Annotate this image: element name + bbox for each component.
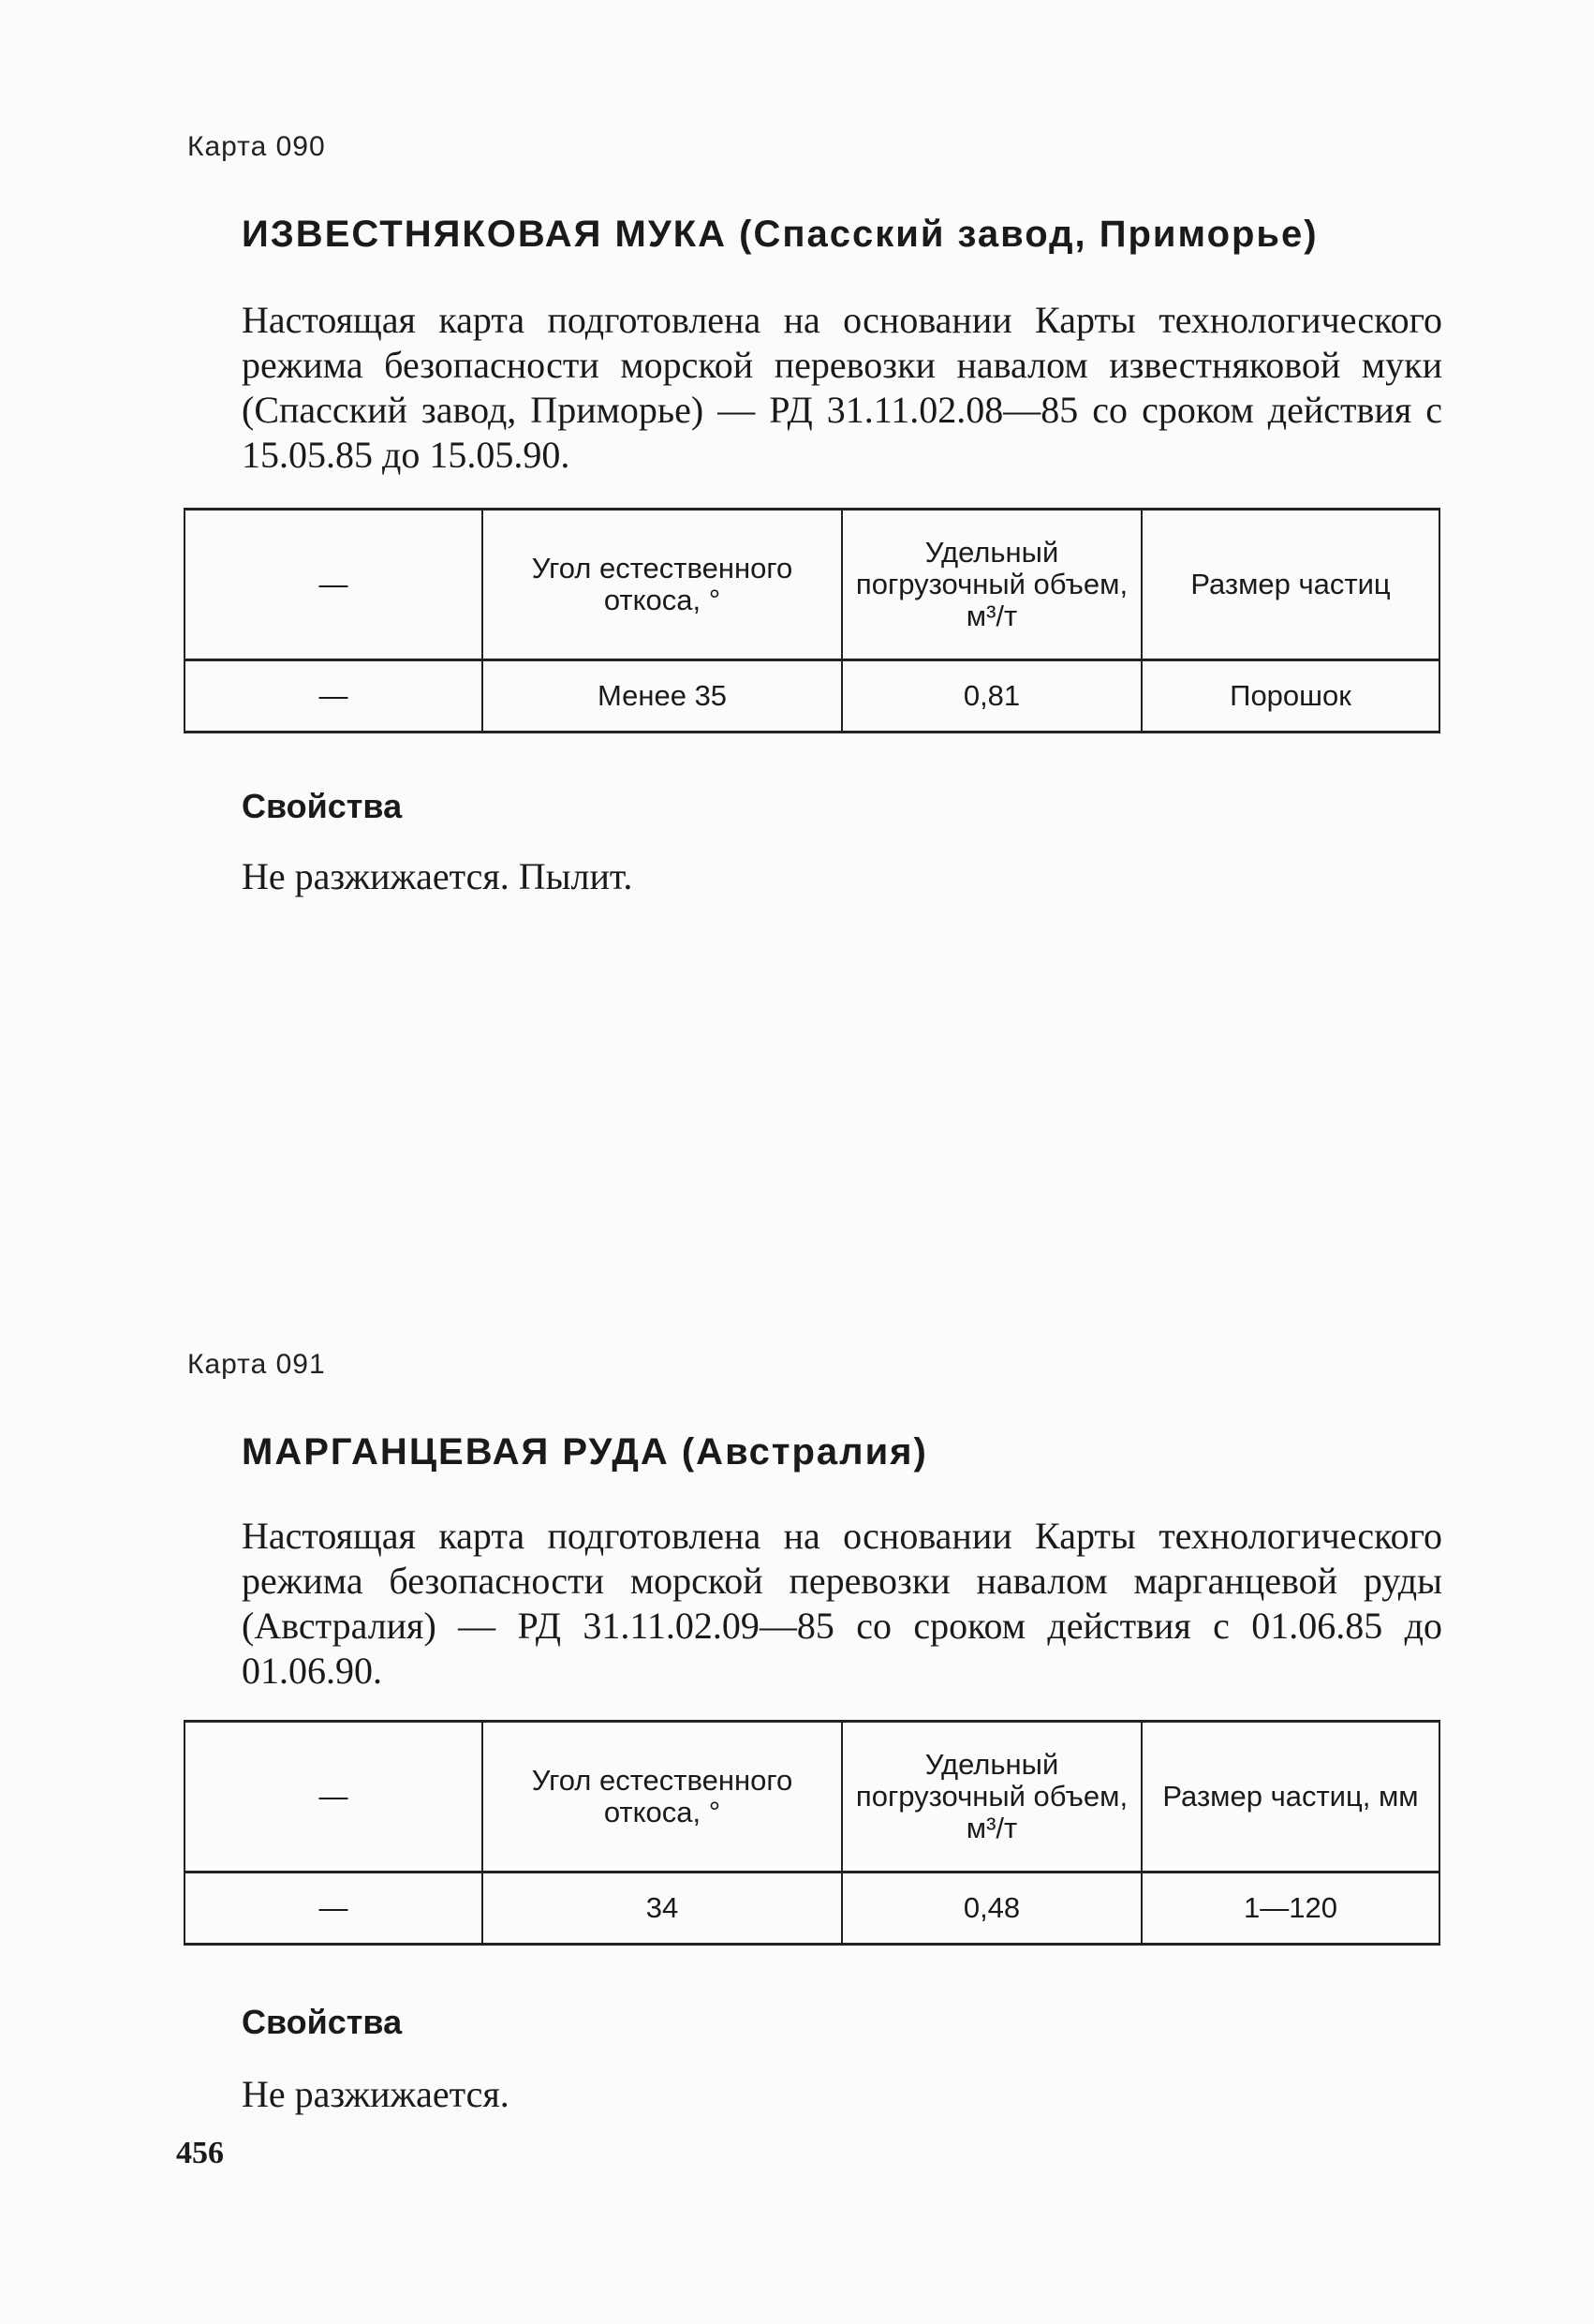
properties-heading: Свойства bbox=[242, 787, 403, 825]
card-title: ИЗВЕСТНЯКОВАЯ МУКА (Спасский завод, Приморье) bbox=[242, 214, 1319, 255]
properties-table bbox=[184, 508, 1440, 733]
card-label: Карта 091 bbox=[187, 1349, 326, 1380]
table-header-row bbox=[184, 1722, 1439, 1873]
table-header-cell: Удельный погрузочный объем, м³/т bbox=[842, 1722, 1142, 1873]
table-cell: — bbox=[184, 1873, 482, 1945]
table-cell: 0,48 bbox=[842, 1873, 1142, 1945]
card-label: Карта 090 bbox=[187, 131, 326, 162]
table-header-cell: Размер частиц, мм bbox=[1142, 1722, 1439, 1873]
table-header-cell: Размер частиц bbox=[1142, 510, 1439, 660]
table-cell: — bbox=[184, 660, 482, 733]
table-row bbox=[184, 1873, 1439, 1945]
table-header-cell: — bbox=[184, 1722, 482, 1873]
table-header-cell: Угол естественного откоса, ° bbox=[482, 1722, 842, 1873]
table-cell: 0,81 bbox=[842, 660, 1142, 733]
table-cell: 34 bbox=[482, 1873, 842, 1945]
properties-table bbox=[184, 1720, 1440, 1946]
page-number: 456 bbox=[176, 2136, 224, 2170]
table-header-row bbox=[184, 510, 1439, 660]
card-title: МАРГАНЦЕВАЯ РУДА (Австралия) bbox=[242, 1431, 928, 1473]
properties-heading: Свойства bbox=[242, 2003, 403, 2041]
card-intro: Настоящая карта подготовлена на основании Карты технологического режима безопасности морской перевозки навалом марганцевой руды (Австралия) — РД 31.11.02.09—85 со сроком действия с 01.06.85 до 01.06.90. bbox=[242, 1515, 1442, 1692]
table-header-cell: Удельный погрузочный объем, м³/т bbox=[842, 510, 1142, 660]
table-cell: Порошок bbox=[1142, 660, 1439, 733]
table-cell: Менее 35 bbox=[482, 660, 842, 733]
card-intro: Настоящая карта подготовлена на основании Карты технологического режима безопасности морской перевозки навалом известняковой муки (Спасский завод, Приморье) — РД 31.11.02.08—85 со сроком действия с 15.05.85 до 15.05.90. bbox=[242, 299, 1442, 476]
table-row bbox=[184, 660, 1439, 733]
table-header-cell: Угол естественного откоса, ° bbox=[482, 510, 842, 660]
properties-text: Не разжижается. bbox=[242, 2073, 509, 2115]
table-cell: 1—120 bbox=[1142, 1873, 1439, 1945]
properties-text: Не разжижается. Пылит. bbox=[242, 855, 633, 897]
table-header-cell: — bbox=[184, 510, 482, 660]
